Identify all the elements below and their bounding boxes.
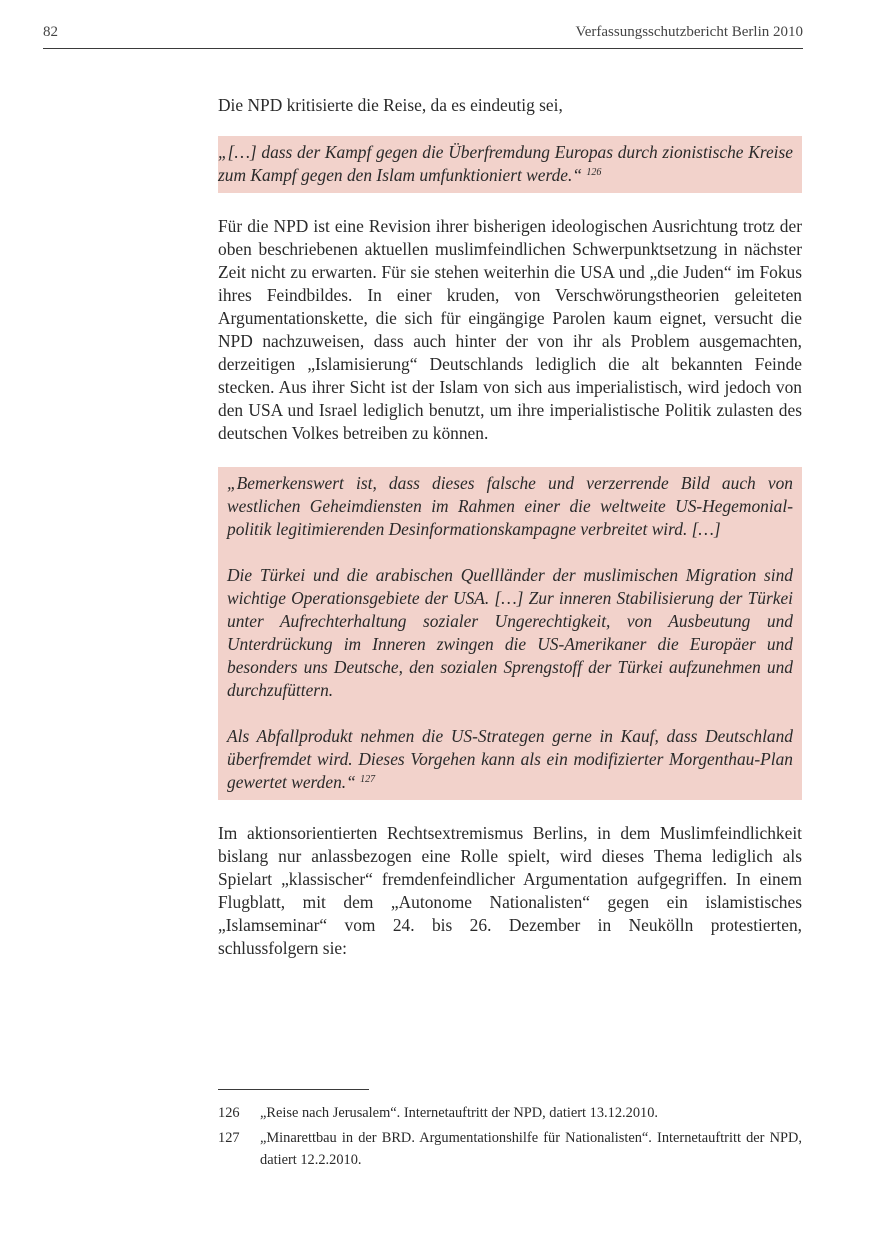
- block-quote-127: [218, 467, 802, 800]
- footnote-divider: [218, 1089, 369, 1090]
- footnote-text: „Reise nach Jerusalem“. Internetauftritt der NPD, datiert 13.12.2010.: [260, 1105, 659, 1121]
- intro-paragraph: Die NPD kritisierte die Reise, da es eindeutig sei,: [218, 95, 563, 115]
- footnote-ref-126[interactable]: 126: [586, 167, 602, 178]
- footnote-number: 126: [218, 1105, 240, 1121]
- body-paragraph-npd-ideology: Für die NPD ist eine Revision ihrer bisherigen ideologischen Ausrichtung trotz der oben beschriebenen aktuellen muslimfeindlichen Schwerpunktsetzung in nächster Zeit nicht zu erwarten. Für sie stehen weiterhin die USA und „die Juden“ im Fokus ihres Feindbildes. In einer kruden, von Verschwörungstheorien geleiteten Argumentationskette, die sich für eingängige Parolen kaum eignet, versucht die NPD nachzuweisen, dass auch hinter der von ihr als Problem ausgemachten, derzeitigen „Islamisierung“ Deutschlands lediglich die alt bekannten Feinde stecken. Aus ihrer Sicht ist der Islam von sich aus imperialistisch, wird jedoch von den USA und Israel lediglich benutzt, um ihre imperialistische Politik zulasten des deutschen Volkes betreiben zu können.: [218, 216, 802, 443]
- footnote-text: „Minarettbau in der BRD. Argumentationshilfe für Nationalisten“. Internetauftritt der NPD, datiert 12.2.2010.: [260, 1130, 802, 1168]
- quote-part-2: Die Türkei und die arabischen Quellländer der muslimischen Migration sind wichtige Operationsgebiete der USA. […] Zur inneren Stabilisierung der Türkei unter Aufrechterhaltung sozialer Ungerechtigkeit, von Ausbeutung und Unterdrückung im Inneren zwingen die US-Amerikaner die Europäer und besonders uns Deutsche, den sozialen Sprengstoff der Türkei aufzunehmen und durchzufüttern.: [227, 565, 793, 700]
- block-quote-126: [218, 136, 802, 193]
- running-title: Verfassungsschutzbericht Berlin 2010: [575, 24, 803, 40]
- main-content: [218, 94, 802, 960]
- body-paragraph-action-oriented: Im aktionsorientierten Rechtsextremismus Berlins, in dem Muslimfeindlichkeit bislang nur anlassbezogen eine Rolle spielt, wird dieses Thema lediglich als Spielart „klassischer“ fremdenfeindlicher Argumentation aufgegriffen. In einem Flugblatt, mit dem „Autonome Nationalisten“ gegen ein islamistisches „Islamseminar“ vom 24. bis 26. Dezember in Neukölln protestierten, schlussfolgern sie:: [218, 823, 802, 958]
- footnotes: [218, 1102, 802, 1174]
- page-number: 82: [43, 24, 58, 40]
- footnote-126: [218, 1102, 802, 1124]
- footnote-ref-127[interactable]: 127: [360, 774, 376, 785]
- quote-part-1: „Bemerkenswert ist, dass dieses falsche und verzerrende Bild auch von westlichen Geheimdiensten im Rahmen einer die weltweite US-Hegemonialpolitik legitimierenden Desinformationskampagne verbreitet wird. […]: [227, 473, 793, 539]
- footnote-number: 127: [218, 1130, 240, 1146]
- quote-part-3: [227, 725, 793, 794]
- quote-text-content: „[…] dass der Kampf gegen die Überfremdung Europas durch zionistische Kreise zum Kampf gegen den Islam umfunktioniert werde.“: [218, 142, 793, 185]
- page-header: [43, 22, 803, 49]
- quote-text: [218, 141, 793, 187]
- quote-part-3-text: Als Abfallprodukt nehmen die US-Strategen gerne in Kauf, dass Deutschland überfremdet wird. Dieses Vorgehen kann als ein modifizierter Morgenthau-Plan gewertet werden.“: [227, 726, 793, 792]
- footnote-127: [218, 1127, 802, 1171]
